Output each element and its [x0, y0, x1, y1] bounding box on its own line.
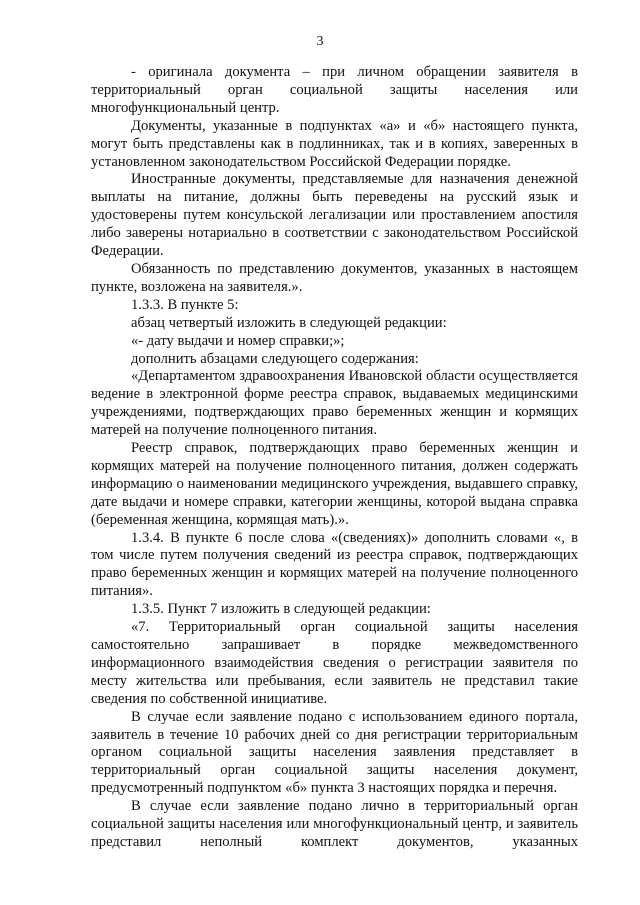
paragraph-7: «- дату выдачи и номер справки;»; — [131, 332, 345, 349]
paragraph-9: «Департаментом здравоохранения Ивановской области осуществляется ведение в электронной форме реестра справок, выдаваемых медицинскими учреждениями, подтверждающих право беременных женщин и кормящих матерей на получение полноценного питания. — [91, 368, 578, 439]
document-body — [91, 64, 578, 852]
clause-1-3-5-heading: 1.3.5. Пункт 7 изложить в следующей редакции: — [131, 601, 431, 618]
paragraph-13: «7. Территориальный орган социальной защиты населения самостоятельно запрашивает в порядке межведомственного информационного взаимодействия сведения о регистрации заявителя по месту жительства или пребывания, если заявитель не представил такие сведения по собственной инициативе. — [91, 619, 578, 707]
paragraph-1: - оригинала документа – при личном обращении заявителя в территориальный орган социальной защиты населения или многофункциональный центр. — [91, 64, 578, 116]
paragraph-10: Реестр справок, подтверждающих право беременных женщин и кормящих матерей на получение полноценного питания, должен содержать информацию о наименовании медицинского учреждения, выдавшего справку, дате выдачи и номере справки, категории женщины, которой выдана справка (беременная женщина, кормящая мать).». — [91, 440, 578, 528]
clause-1-3-3-heading: 1.3.3. В пункте 5: — [131, 296, 239, 313]
paragraph-14: В случае если заявление подано с использованием единого портала, заявитель в течение 10 рабочих дней со дня регистрации территориальным органом социальной защиты населения заявления представляет в территориальный орган социальной защиты населения документ, предусмотренный подпунктом «б» пункта 3 настоящих порядка и перечня. — [91, 708, 578, 797]
paragraph-15: В случае если заявление подано лично в территориальный орган социальной защиты населения или многофункциональный центр, и заявитель представил неполный комплект документов, указанных — [91, 798, 578, 850]
paragraph-8: дополнить абзацами следующего содержания: — [131, 350, 419, 367]
clause-1-3-4: 1.3.4. В пункте 6 после слова «(сведениях)» дополнить словами «, в том числе путем получения сведений из реестра справок, подтверждающих право беременных женщин и кормящих матерей на получение полноценного питания». — [91, 529, 578, 600]
paragraph-3: Иностранные документы, представляемые для назначения денежной выплаты на питание, должны быть переведены на русский язык и удостоверены путем консульской легализации или проставлением апостиля либо заверены нотариально в соответствии с законодательством Российской Федерации. — [91, 171, 578, 260]
page-number: 3 — [316, 34, 324, 49]
paragraph-6: абзац четвертый изложить в следующей редакции: — [131, 314, 447, 331]
paragraph-2: Документы, указанные в подпунктах «а» и «б» настоящего пункта, могут быть представлены как в подлинниках, так и в копиях, заверенных в установленном законодательством Российской Федерации порядке. — [91, 117, 578, 170]
paragraph-4: Обязанность по представлению документов, указанных в настоящем пункте, возложена на заявителя.». — [91, 260, 578, 295]
